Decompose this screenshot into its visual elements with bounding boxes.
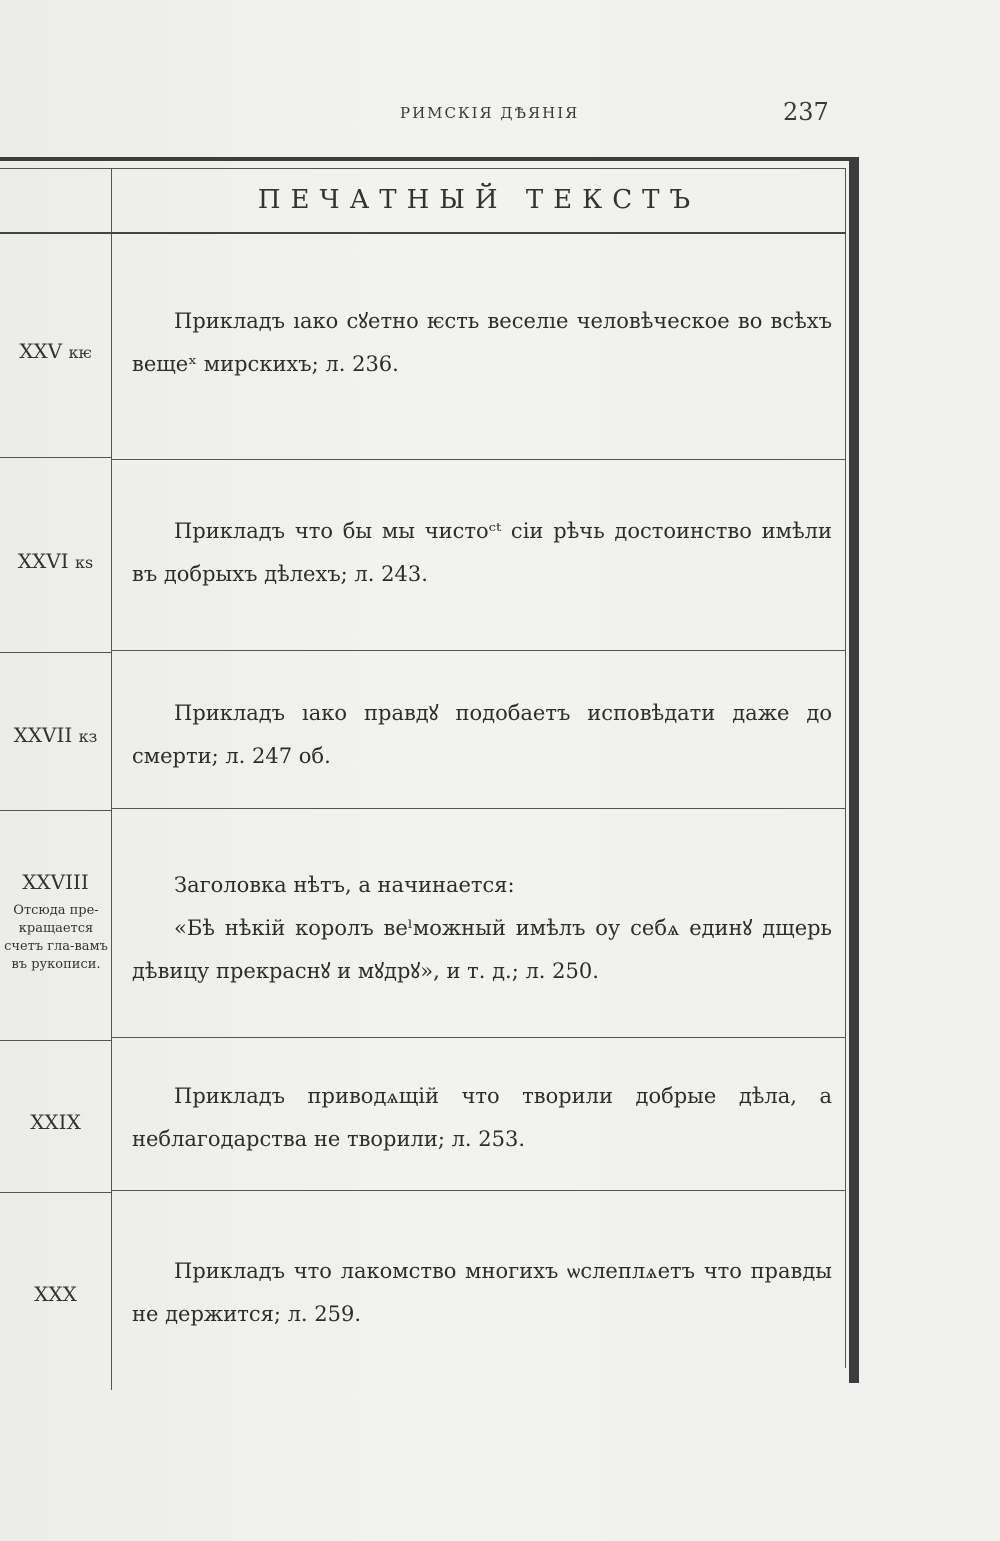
frame-right-rule [849,157,859,1383]
chapter-number [0,870,111,894]
entry-body: Прикладъ что бы мы чистоᶜᵗ сіи рѣчь достоинство имѣли въ добрыхъ дѣлехъ; л. 243. [132,519,832,586]
chapter-slavonic: кз [78,727,98,746]
row-rule [0,810,111,811]
row-rule [111,650,846,651]
chapter-number [0,723,111,747]
entry-heading: Заголовка нѣтъ, а начинается: [174,873,515,897]
chapter-slavonic: кѥ [68,343,92,362]
entry-body: Прикладъ что лакомство многихъ ѡслеплѧетъ что правды не держится; л. 259. [132,1259,832,1326]
page-number: 237 [783,98,829,126]
row-rule [0,1192,111,1193]
row-rule [0,652,111,653]
row-rule [0,457,111,458]
chapter-roman: XXIX [30,1110,81,1134]
row-rule [0,1040,111,1041]
chapter-roman: XXVI [17,549,69,573]
entry-text [132,510,832,596]
row-rule [111,459,846,460]
header-rule [0,232,846,234]
chapter-number [0,339,111,363]
chapter-roman: XXX [34,1282,77,1306]
chapter-number [0,549,111,573]
entry-text [132,1075,832,1161]
chapter-note: Отсюда пре-кращается счетъ гла-вамъ въ рукописи. [4,903,108,972]
running-head: РИМСКІЯ ДѢЯНІЯ [400,104,580,122]
chapter-slavonic: кѕ [74,553,94,572]
chapter-number [0,1282,111,1306]
row-rule [111,1190,846,1191]
chapter-number [0,1110,111,1134]
entry-body: «Бѣ нѣкій королъ веˡможный имѣлъ оу себѧ единꙋ дщерь дѣвицу прекраснꙋ и мꙋдрꙋ», и т. д.; л. 250. [132,916,832,983]
chapter-roman: XXVII [13,723,73,747]
entry-text [132,1250,832,1336]
column-header: ПЕЧАТНЫЙ ТЕКСТЪ [257,185,701,215]
entry-text [132,864,832,993]
entry-body: Прикладъ приводѧщій что творили добрые дѣла, а неблагодарства не творили; л. 253. [132,1084,832,1151]
chapter-roman: XXV [19,339,63,363]
frame-top-rule [0,157,852,161]
row-rule [111,1037,846,1038]
column-divider [111,168,112,1390]
entry-body: Прикладъ ıако правдꙋ подобаетъ исповѣдати даже до смерти; л. 247 об. [132,701,832,768]
inner-top-rule [0,168,846,169]
inner-right-rule [845,168,846,1368]
row-rule [111,808,846,809]
chapter-roman: XXVIII [22,870,89,894]
entry-body: Прикладъ ıако сꙋетно ѥсть веселıе человѣческое во всѣхъ вещеˣ мирскихъ; л. 236. [132,309,832,376]
entry-text [132,300,832,386]
entry-text [132,692,832,778]
